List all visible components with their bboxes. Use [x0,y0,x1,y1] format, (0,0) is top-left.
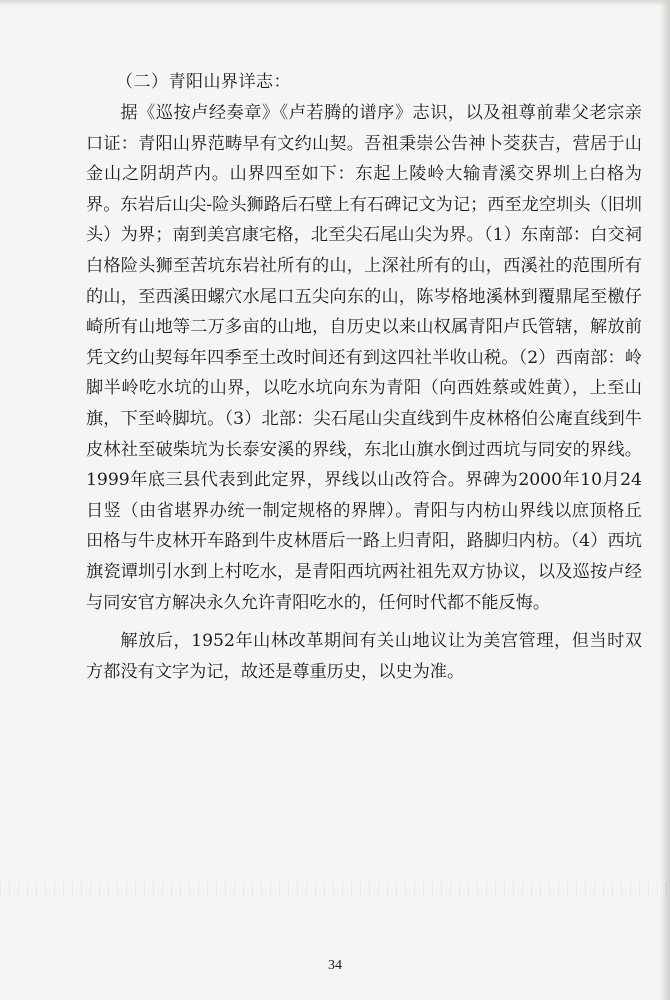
scan-right-edge [660,0,670,1000]
scan-noise-band [0,882,670,896]
scan-top-edge [0,0,670,6]
paragraph-boundaries: 据《巡按卢经奏章》《卢若腾的谱序》志识，以及祖尊前辈父老宗亲口证：青阳山界范畴早有文约山契。吾祖秉崇公告神卜茭获吉，营居于山金山之阴胡芦内。山界四至如下：东起上陵岭大输青溪交界圳上白格为界。东岩后山尖-险头狮路后石壁上有石碑记文为记；西至龙空圳头（旧圳头）为界；南到美宫康宅格，北至尖石尾山尖为界。（1）东南部：白交祠白格险头狮至苦坑东岩社所有的山，上深社所有的山，西溪社的范围所有的山，至西溪田螺穴水尾口五尖向东的山，陈岑格地溪林到覆鼎尾至檄仔崎所有山地等二万多亩的山地，自历史以来山权属青阳卢氏管辖，解放前凭文约山契每年四季至土改时间还有到这四社半收山税。（2）西南部：岭脚半岭吃水坑的山界，以吃水坑向东为青阳（向西姓蔡或姓黄），上至山旗，下至岭脚坑。（3）北部：尖石尾山尖直线到牛皮林格伯公庵直线到牛皮林社至破柴坑为长泰安溪的界线，东北山旗水倒过西坑与同安的界线。1999年底三县代表到此定界，界线以山改符合。界碑为2000年10月24日竖（由省堪界办统一制定规格的界牌）。青阳与内枋山界线以庶顶格丘田格与牛皮林开车路到牛皮林厝后一路上归青阳，路脚归内枋。（4）西坑旗瓷谭圳引水到上村吃水，是青阳西坑两社祖先双方协议，以及巡按卢经与同安官方解决永久允许青阳吃水的，任何时代都不能反悔。 [86,103,642,613]
page-number: 34 [328,958,342,973]
page-body [86,68,642,687]
paragraph-after-liberation: 解放后，1952年山林改革期间有关山地议让为美宫管理，但当时双方都没有文字为记，故还是尊重历史，以史为准。 [86,631,642,682]
section-heading: （二）青阳山界详志： [116,72,291,92]
